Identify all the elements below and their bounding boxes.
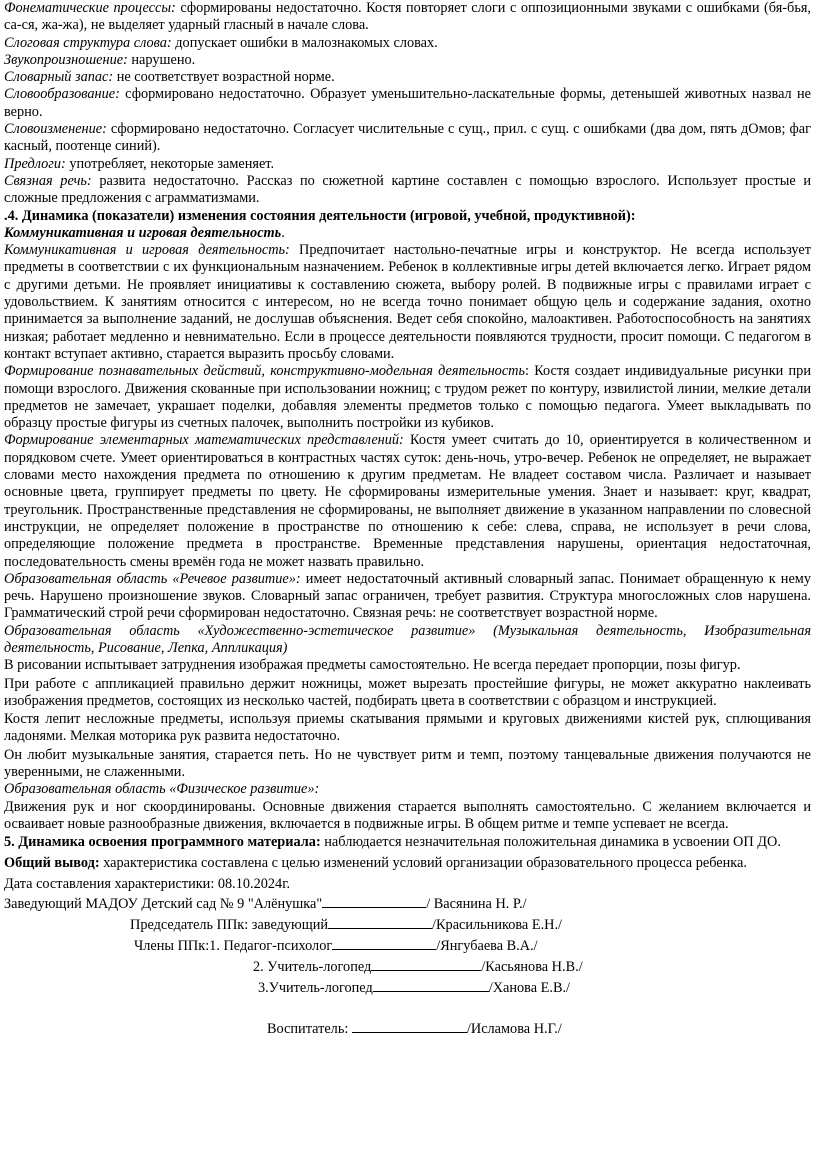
math-label: Формирование элементарных математических представлений: xyxy=(4,432,404,449)
psychologist-signature-underline xyxy=(332,935,436,950)
wordformation-text: сформировано недостаточно. Образует уменьшительно-ласкательные формы, детенышей животных назвал не верно. xyxy=(4,86,811,120)
chair-signature-prefix: Председатель ППк: заведующий xyxy=(130,917,329,934)
wordformation-label: Словообразование: xyxy=(4,86,120,103)
syllable-paragraph xyxy=(4,35,811,52)
conclusion-paragraph xyxy=(4,855,811,872)
vocabulary-paragraph xyxy=(4,69,811,86)
speech-therapist-2-signature-line xyxy=(4,977,811,998)
connected-speech-text: развита недостаточно. Рассказ по сюжетной картине составлен с помощью взрослого. Использует простые и сложные предложения с аграмматизмами. xyxy=(4,172,811,207)
chair-signature-underline xyxy=(328,914,432,929)
inflection-text: сформировано недостаточно. Согласует числительные с сущ., прил. с сущ. с ошибками (два дом, пять дОмов; фаг касный, поотенце синий). xyxy=(4,121,811,155)
vocabulary-label: Словарный запас: xyxy=(4,69,114,86)
psychologist-signature-name: /Янгубаева В.А./ xyxy=(436,938,538,955)
connected-speech-label: Связная речь: xyxy=(4,172,92,189)
syllable-text: допускает ошибки в малознакомых словах. xyxy=(171,34,438,51)
section4-subheading-line xyxy=(4,225,811,242)
psychologist-signature-prefix: Члены ППк:1. Педагог-психолог xyxy=(134,938,333,955)
teacher-signature-underline xyxy=(352,1018,467,1033)
speech-therapist-2-underline xyxy=(373,977,489,992)
prepositions-label: Предлоги: xyxy=(4,155,66,172)
applique-paragraph: При работе с аппликацией правильно держит ножницы, может вырезать простейшие фигуры, не может аккуратно наклеивать изображения предметов, состоящих из несколько частей, подбирать цвета в соответствии с образцом и инструкцией. xyxy=(4,675,811,709)
date-line: Дата составления характеристики: 08.10.2024г. xyxy=(4,875,291,892)
speech-therapist-2-name: /Ханова Е.В./ xyxy=(488,980,571,997)
speech-development-text: имеет недостаточный активный словарный запас. Понимает обращенную к нему речь. Нарушено произношение звуков. Словарный запас ограничен, требует развития. Структура многосложных слов нарушена. Грамматический строй речи сформирован недостаточно. Связная речь: не соответствует возрастной норме. xyxy=(4,570,811,622)
communicative-text: Предпочитает настольно-печатные игры и конструктор. Не всегда использует предметы в соответствии с их функциональным назначением. Ребенок в коллективные игры детей включается легко. Играет рядом с другими детьми. Не проявляет инициативы к составлению сюжета, выбору ролей. В подвижные игры с правилами играет с удовольствием. К занятиям относится с интересом, но не всегда точно понимает общую цель и содержание задания, охотно принимается за выполнение заданий, не дослушав объяснения. Ведет себя спокойно, малоактивен. Работоспособность на занятиях низкая; работает медленно и невнимательно. Если в процессе деятельности появляются трудности, просит помощи. С педагогом в контакт вступает активно, старается выразить просьбу словами. xyxy=(4,242,811,362)
section4-subheading: Коммуникативная и игровая деятельность xyxy=(4,224,282,241)
speech-therapist-1-underline xyxy=(371,956,481,971)
phonemic-text: сформированы недостаточно. Костя повторяет слоги с оппозиционными звуками с ошибками (бя-бья, са-ся, жа-жа), не выделяет ударный гласный в начале слова. xyxy=(4,0,812,34)
inflection-paragraph xyxy=(4,121,811,156)
phonemic-paragraph xyxy=(4,0,811,35)
connected-speech-paragraph xyxy=(4,173,811,208)
pronunciation-text: нарушено. xyxy=(127,51,196,68)
chair-signature-name: /Красильникова Е.Н./ xyxy=(432,917,563,934)
teacher-signature-prefix: Воспитатель: xyxy=(267,1021,352,1038)
art-development-label: Образовательная область «Художественно-эстетическое развитие» (Музыкальная деятельность, Изобразительная деятельность, Рисование, Лепка, Аппликация) xyxy=(4,622,811,656)
speech-therapist-1-prefix: 2. Учитель-логопед xyxy=(253,959,372,976)
conclusion-text: характеристика составлена с целью изменений условий организации образовательного процесса ребенка. xyxy=(99,854,747,871)
section4-heading: .4. Динамика (показатели) изменения состояния деятельности (игровой, учебной, продуктивной): xyxy=(4,207,636,224)
wordformation-paragraph xyxy=(4,86,811,121)
section5-text: наблюдается незначительная положительная динамика в усвоении ОП ДО. xyxy=(320,834,781,851)
inflection-label: Словоизменение: xyxy=(4,121,107,138)
speech-therapist-1-signature-line xyxy=(4,956,811,977)
communicative-label: Коммуникативная и игровая деятельность: xyxy=(4,242,290,259)
prepositions-text: употребляет, некоторые заменяет. xyxy=(65,155,275,172)
section4-subheading-dot: . xyxy=(281,224,285,241)
physical-development-text: Движения рук и ног скоординированы. Основные движения старается выполнять самостоятельно. С желанием включается и осваивает новые разнообразные движения, включается в подвижные игры. В общем ритме и темпе успевает не всегда. xyxy=(4,798,811,832)
vocabulary-text: не соответствует возрастной норме. xyxy=(113,69,335,86)
speech-therapist-2-prefix: 3.Учитель-логопед xyxy=(258,980,373,997)
head-signature-prefix: Заведующий МАДОУ Детский сад № 9 "Алёнушка" xyxy=(4,896,323,913)
speech-development-label: Образовательная область «Речевое развитие»: xyxy=(4,570,301,587)
teacher-signature-name: /Исламова Н.Г./ xyxy=(466,1021,562,1038)
signatures-block xyxy=(4,893,811,1039)
physical-development-label: Образовательная область «Физическое развитие»: xyxy=(4,781,320,798)
pronunciation-paragraph xyxy=(4,52,811,69)
speech-development-paragraph xyxy=(4,571,811,623)
cognitive-label: Формирование познавательных действий, конструктивно-модельная деятельность xyxy=(4,363,525,380)
head-signature-line xyxy=(4,893,811,914)
section5-label: 5. Динамика освоения программного материала: xyxy=(4,834,321,851)
cognitive-paragraph xyxy=(4,363,811,432)
pronunciation-label: Звукопроизношение: xyxy=(4,51,128,68)
communicative-paragraph xyxy=(4,242,811,363)
syllable-label: Слоговая структура слова: xyxy=(4,34,172,51)
conclusion-label: Общий вывод: xyxy=(4,854,100,871)
modeling-paragraph: Костя лепит несложные предметы, используя приемы скатывания прямыми и круговых движениями кистей рук, сплющивания ладонями. Мелкая моторика рук развита недостаточно. xyxy=(4,711,811,745)
math-paragraph xyxy=(4,432,811,570)
speech-therapist-1-name: /Касьянова Н.В./ xyxy=(481,959,583,976)
math-text: Костя умеет считать до 10, ориентируется в количественном и порядковом счете. Умеет ориентироваться в контрастных частях суток: день-ночь, утро-вечер. Ребенок не определяет, не выражает словами место нахождения предмета по отношению к другим предметам. Не владеет составом числа. Различает и называет основные цвета, группирует предметы по цвету. Не сформированы измерительные умения. Знает и называет: круг, квадрат, треугольник. Пространственные представления не сформированы, не выполняет движение в указанном направлении по словесной инструкции, не определяет положение в пространстве по отношению к себе: слева, справа, не использует в речи слова, определяющие положение предмета в пространстве. Временные представления нарушены, ориентация недостаточная, последовательность смены времён года не может назвать правильно. xyxy=(4,432,812,570)
teacher-signature-line xyxy=(4,1018,811,1039)
music-paragraph: Он любит музыкальные занятия, старается петь. Но не чувствует ритм и темп, поэтому танцевальные движения получаются не уверенными, не слаженными. xyxy=(4,746,811,781)
prepositions-paragraph xyxy=(4,156,811,173)
head-signature-name: / Васянина Н. Р./ xyxy=(426,896,527,913)
psychologist-signature-line xyxy=(4,935,811,956)
phonemic-label: Фонематические процессы: xyxy=(4,0,176,16)
drawing-paragraph: В рисовании испытывает затруднения изображая предметы самостоятельно. Не всегда передает пропорции, позы фигур. xyxy=(4,657,741,674)
cognitive-text: : Костя создает индивидуальные рисунки при помощи взрослого. Движения скованные при использовании ножниц; с трудом режет по контуру, извилистой линии, мелкие детали предметов не замечает, украшает поделки, добавляя элементы предметов только с помощью педагога. Умеет выкладывать по образцу простые фигуры из счетных палочек, выполнить постройки из кубиков. xyxy=(4,363,811,432)
section5-paragraph xyxy=(4,834,811,851)
chair-signature-line xyxy=(4,914,811,935)
head-signature-underline xyxy=(322,893,426,908)
